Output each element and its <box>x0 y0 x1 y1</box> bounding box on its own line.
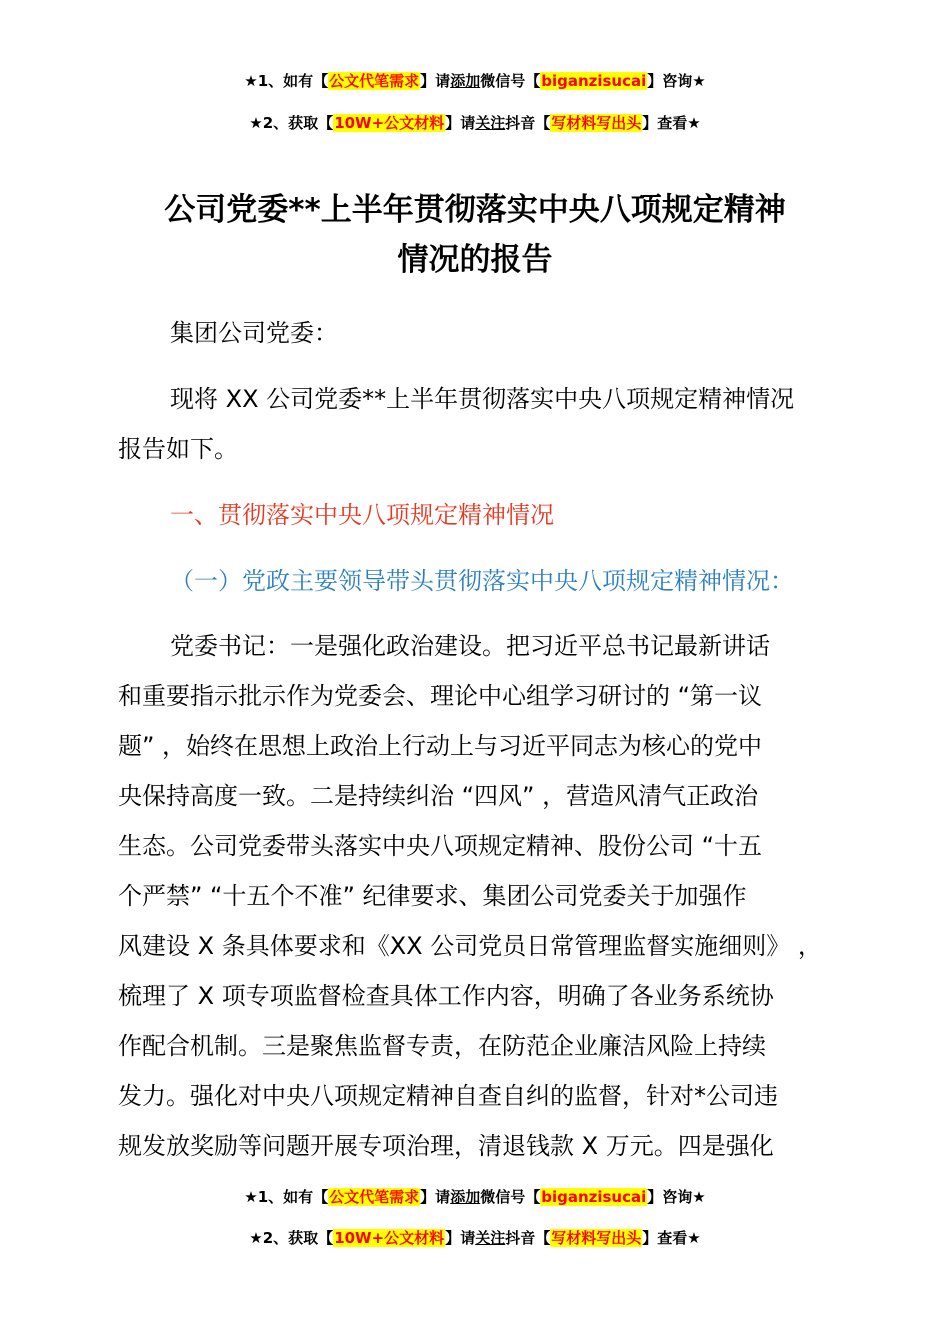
top-banner-line-2: ★2、获取【10W+公文材料】请关注抖音【写材料写出头】查看★ <box>249 114 701 132</box>
body-line: 央保持高度一致。二是持续纠治 “四风” ，营造风清气正政治 <box>118 782 759 810</box>
body-line: 和重要指示批示作为党委会、理论中心组学习研讨的 “第一议 <box>118 682 763 710</box>
highlight-service: 公文代笔需求 <box>329 1188 420 1206</box>
highlight-wechat-id: biganzisucai <box>541 72 647 90</box>
body-line: 梳理了 X 项专项监督检查具体工作内容，明确了各业务系统协 <box>118 982 774 1010</box>
document-title-line-1: 公司党委**上半年贯彻落实中央八项规定精神 <box>164 192 786 228</box>
highlight-wechat-id: biganzisucai <box>541 1188 647 1206</box>
highlight-douyin-id: 写材料写出头 <box>551 114 642 132</box>
body-line: 个严禁” “十五个不准” 纪律要求、集团公司党委关于加强作 <box>118 882 747 910</box>
body-line: 风建设 X 条具体要求和《XX 公司党员日常管理监督实施细则》 ， <box>118 932 822 960</box>
body-line: 发力。强化对中央八项规定精神自查自纠的监督，针对*公司违 <box>118 1082 778 1110</box>
intro-line-2: 报告如下。 <box>118 435 238 463</box>
document-title-line-2: 情况的报告 <box>397 242 553 278</box>
top-banner-line-1: ★1、如有【公文代笔需求】请添加微信号【biganzisucai】咨询★ <box>244 72 706 90</box>
bottom-banner-line-2: ★2、获取【10W+公文材料】请关注抖音【写材料写出头】查看★ <box>249 1229 701 1247</box>
body-line: 规发放奖励等问题开展专项治理，清退钱款 X 万元。四是强化 <box>118 1132 774 1160</box>
body-line: 党委书记：一是强化政治建设。把习近平总书记最新讲话 <box>170 632 770 660</box>
body-line: 题” ，始终在思想上政治上行动上与习近平同志为核心的党中 <box>118 732 763 760</box>
intro-line-1: 现将 XX 公司党委**上半年贯彻落实中央八项规定精神情况 <box>170 385 795 413</box>
body-line: 生态。公司党委带头落实中央八项规定精神、股份公司 “十五 <box>118 832 763 860</box>
subsection-heading-1: （一）党政主要领导带头贯彻落实中央八项规定精神情况： <box>170 567 794 595</box>
highlight-service: 公文代笔需求 <box>329 72 420 90</box>
bottom-banner-line-1: ★1、如有【公文代笔需求】请添加微信号【biganzisucai】咨询★ <box>244 1188 706 1206</box>
section-heading-1: 一、贯彻落实中央八项规定精神情况 <box>170 501 554 529</box>
highlight-douyin-id: 写材料写出头 <box>551 1229 642 1247</box>
highlight-materials: 10W+公文材料 <box>334 1229 445 1247</box>
salutation: 集团公司党委： <box>170 319 338 347</box>
highlight-materials: 10W+公文材料 <box>334 114 445 132</box>
body-line: 作配合机制。三是聚焦监督专责，在防范企业廉洁风险上持续 <box>118 1032 766 1060</box>
